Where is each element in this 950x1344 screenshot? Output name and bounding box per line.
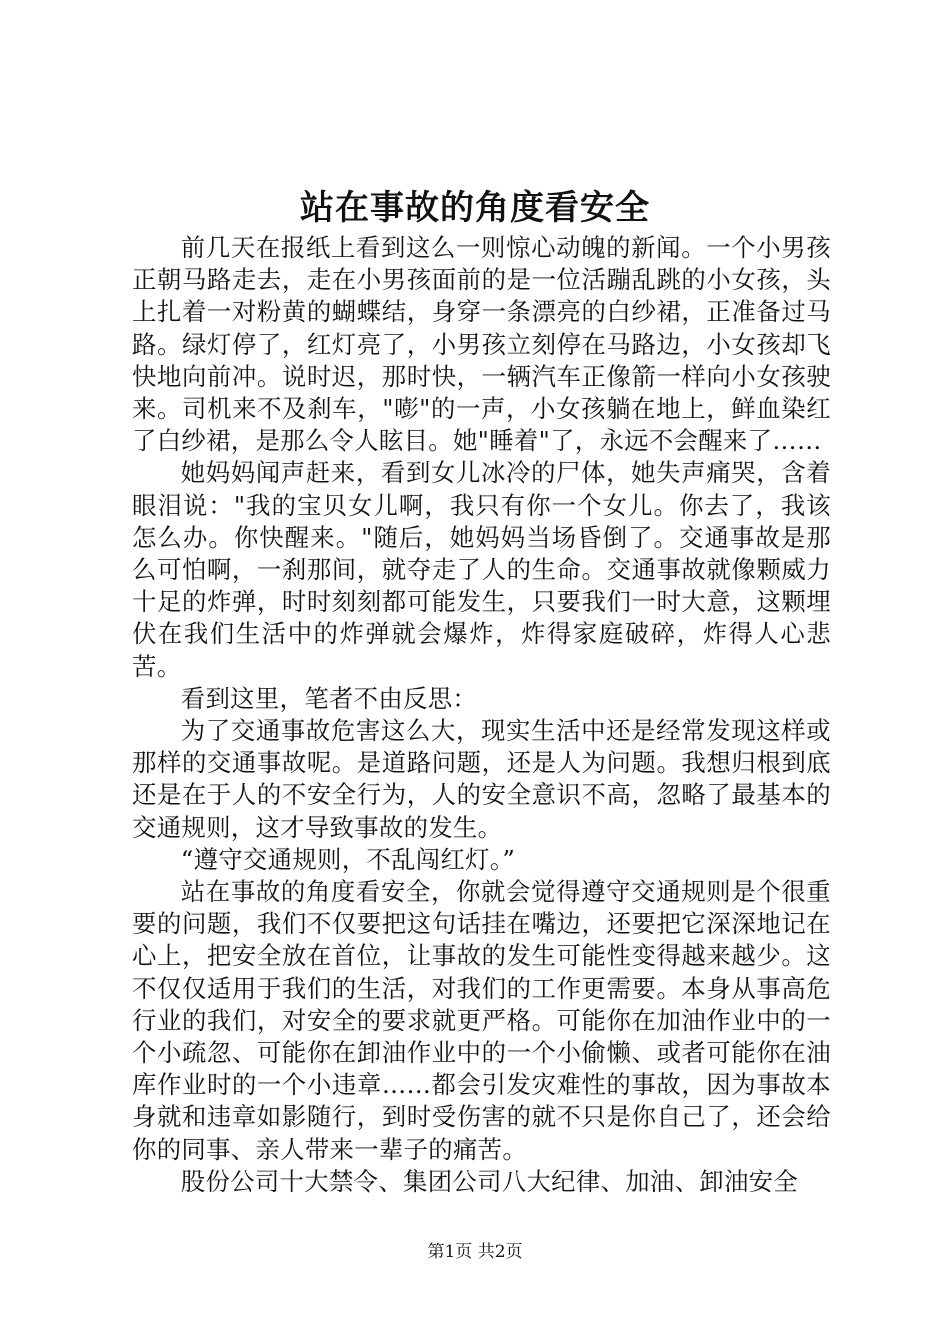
- document-title: 站在事故的角度看安全: [300, 188, 650, 228]
- paragraph: “遵守交通规则，不乱闯红灯。”: [180, 844, 516, 874]
- paragraph: 她妈妈闻声赶来，看到女儿冰冷的尸体，她失声痛哭，含着眼泪说："我的宝贝女儿啊，我只有你一个女儿。你去了，我该怎么办。你快醒来。"随后，她妈妈当场昏倒了。交通事故是那么可怕啊，一刹那间，就夺走了人的生命。交通事故就像颗威力十足的炸弹，时时刻刻都可能发生，只要我们一时大意，这颗埋伏在我们生活中的炸弹就会爆炸，炸得家庭破碎，炸得人心悲苦。: [132, 458, 831, 681]
- paragraph: 股份公司十大禁令、集团公司八大纪律、加油、卸油安全: [180, 1166, 799, 1196]
- paragraph: 为了交通事故危害这么大，现实生活中还是经常发现这样或那样的交通事故呢。是道路问题，还是人为问题。我想归根到底还是在于人的不安全行为，人的安全意识不高，忽略了最基本的交通规则，这才导致事故的发生。: [132, 716, 831, 842]
- paragraph: 前几天在报纸上看到这么一则惊心动魄的新闻。一个小男孩正朝马路走去，走在小男孩面前的是一位活蹦乱跳的小女孩，头上扎着一对粉黄的蝴蝶结，身穿一条漂亮的白纱裙，正准备过马路。绿灯停了，红灯亮了，小男孩立刻停在马路边，小女孩却飞快地向前冲。说时迟，那时快，一辆汽车正像箭一样向小女孩驶来。司机来不及刹车，"嘭"的一声，小女孩躺在地上，鲜血染红了白纱裙，是那么令人眩目。她"睡着"了，永远不会醒来了……: [132, 233, 831, 456]
- paragraph: 看到这里，笔者不由反思：: [180, 683, 478, 713]
- page-footer: 第1页 共2页: [427, 1242, 523, 1262]
- document-body: [132, 232, 831, 1198]
- paragraph: 站在事故的角度看安全，你就会觉得遵守交通规则是个很重要的问题，我们不仅要把这句话挂在嘴边，还要把它深深地记在心上，把安全放在首位，让事故的发生可能性变得越来越少。这不仅仅适用于我们的生活，对我们的工作更需要。本身从事高危行业的我们，对安全的要求就更严格。可能你在加油作业中的一个小疏忽、可能你在卸油作业中的一个小偷懒、或者可能你在油库作业时的一个小违章……都会引发灾难性的事故，因为事故本身就和违章如影随行，到时受伤害的就不只是你自己了，还会给你的同事、亲人带来一辈子的痛苦。: [132, 877, 831, 1164]
